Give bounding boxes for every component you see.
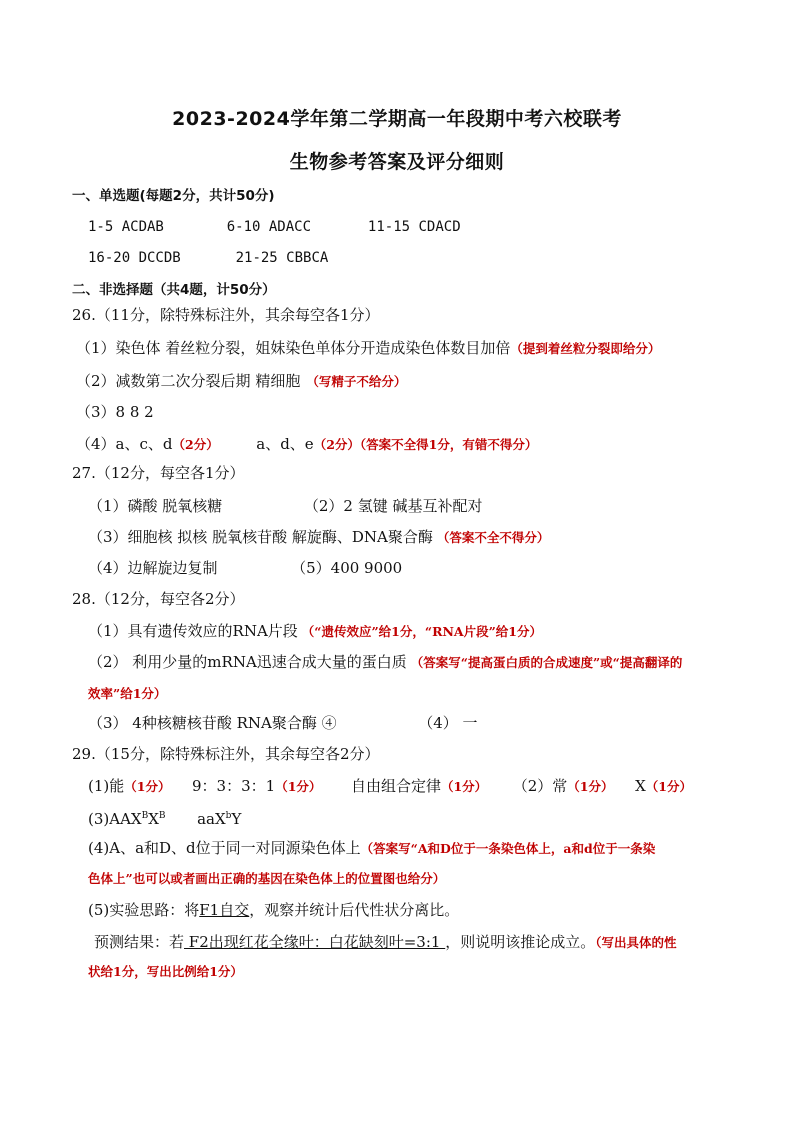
q29-answer-5 xyxy=(88,900,459,920)
scoring-note: （写出具体的性 xyxy=(595,935,677,950)
document-subtitle: 生物参考答案及评分细则 xyxy=(289,151,505,173)
answer-text: （2）减数第二次分裂后期 精细胞 xyxy=(76,372,301,390)
genotype-text: (3)AAX xyxy=(88,810,142,828)
genotype-text: aaX xyxy=(197,810,226,828)
score-label: （1分） xyxy=(124,779,171,794)
mc-answer-group: 16-20 DCCDB xyxy=(88,250,181,266)
answer-text: (4)A、a和D、d位于同一对同源染色体上 xyxy=(88,839,361,857)
answer-text: （1）染色体 着丝粒分裂，姐妹染色单体分开造成染色体数目加倍 xyxy=(76,339,511,357)
score-label: （1分） xyxy=(645,779,692,794)
answer-text: （3） 4种核糖核苷酸 RNA聚合酶 ④ xyxy=(88,714,337,732)
answer-text: X xyxy=(635,777,646,795)
section-2-heading: 二、非选择题（共4题，计50分） xyxy=(72,282,276,298)
answer-text: ，观察并统计后代性状分离比。 xyxy=(249,901,460,919)
q27-answer-1-2 xyxy=(88,496,483,516)
q28-answer-3-4 xyxy=(88,713,478,733)
mc-answer-row-1 xyxy=(88,217,461,237)
q29-prediction-note-continued: 状给1分，写出比例给1分） xyxy=(88,964,243,979)
score-label: （1分） xyxy=(440,779,488,794)
scoring-note: （写精子不给分） xyxy=(306,374,407,389)
q26-answer-3: （3）8 8 2 xyxy=(76,403,154,421)
section-1-heading: 一、单选题(每题2分，共计50分) xyxy=(72,188,275,204)
genotype-text: Y xyxy=(231,810,242,828)
q26-answer-4 xyxy=(76,434,537,455)
answer-text: （4）边解旋边复制 xyxy=(88,559,218,577)
answer-text: ，则说明该推论成立。 xyxy=(445,933,596,951)
answer-text: （1）磷酸 脱氧核糖 xyxy=(88,497,223,515)
scoring-note: （答案写“A和D位于一条染色体上，a和d位于一条染 xyxy=(360,841,656,856)
allele-superscript: B xyxy=(158,811,166,821)
score-label: （1分） xyxy=(567,779,614,794)
q27-header: 27.（12分，每空各1分） xyxy=(72,464,245,482)
answer-text: （4） 一 xyxy=(418,714,478,732)
q27-answer-3 xyxy=(88,527,549,548)
allele-superscript: B xyxy=(141,811,149,821)
q28-answer-2 xyxy=(88,652,682,673)
mc-answer-group: 21-25 CBBCA xyxy=(235,250,329,266)
scoring-note: （答案不全得1分，有错不得分） xyxy=(359,437,538,452)
q26-header: 26.（11分，除特殊标注外，其余每空各1分） xyxy=(72,306,380,324)
q29-header: 29.（15分，除特殊标注外，其余每空各2分） xyxy=(72,745,380,763)
answer-text: （1）具有遗传效应的RNA片段 xyxy=(88,622,298,640)
mc-answer-row-2 xyxy=(88,248,328,268)
answer-text: （2） 利用少量的mRNA迅速合成大量的蛋白质 xyxy=(88,653,407,671)
allele-superscript: b xyxy=(225,811,232,821)
q29-prediction xyxy=(94,932,677,953)
answer-text: (1)能 xyxy=(88,777,125,795)
mc-answer-group: 6-10 ADACC xyxy=(226,219,312,235)
q26-answer-2 xyxy=(76,371,406,392)
answer-text: 预测结果：若 xyxy=(94,933,185,951)
q28-header: 28.（12分，每空各2分） xyxy=(72,590,245,608)
answer-text: （5）400 9000 xyxy=(291,559,403,577)
q29-answer-4 xyxy=(88,838,655,859)
score-label: （2分） xyxy=(313,437,360,452)
q26-answer-1 xyxy=(76,338,660,359)
genotype-text: X xyxy=(148,810,159,828)
q29-answer-1-2 xyxy=(88,776,692,797)
score-label: （2分） xyxy=(172,437,219,452)
scoring-note: （答案不全不得分） xyxy=(436,530,550,545)
answer-text: （4）a、c、d xyxy=(76,435,173,453)
document-title: 2023-2024学年第二学期高一年段期中考六校联考 xyxy=(172,108,622,130)
mc-answer-group: 11-15 CDACD xyxy=(367,219,461,235)
q28-answer-1 xyxy=(88,621,542,642)
underlined-answer: F1自交 xyxy=(199,901,250,919)
q28-answer-2-note-continued: 效率”给1分） xyxy=(88,686,167,701)
answer-text: （2）2 氢键 碱基互补配对 xyxy=(303,497,483,515)
mc-answer-group: 1-5 ACDAB xyxy=(88,219,164,235)
underlined-answer: F2出现红花全缘叶：白花缺刻叶=3:1 xyxy=(184,933,446,951)
answer-text: 自由组合定律 xyxy=(350,777,441,795)
answer-text: （2）常 xyxy=(512,777,568,795)
score-label: （1分） xyxy=(275,779,322,794)
answer-text: (5)实验思路：将 xyxy=(88,901,200,919)
answer-text: a、d、e xyxy=(256,435,314,453)
q29-answer-3 xyxy=(88,806,241,829)
scoring-note: （“遗传效应”给1分，“RNA片段”给1分） xyxy=(301,624,542,639)
scoring-note: （提到着丝粒分裂即给分） xyxy=(510,341,661,356)
answer-text: 9：3：3：1 xyxy=(192,777,276,795)
q29-answer-4-note-continued: 色体上”也可以或者画出正确的基因在染色体上的位置图也给分） xyxy=(88,871,446,886)
q27-answer-4-5 xyxy=(88,558,402,578)
scoring-note: （答案写“提高蛋白质的合成速度”或“提高翻译的 xyxy=(410,655,683,670)
answer-text: （3）细胞核 拟核 脱氧核苷酸 解旋酶、DNA聚合酶 xyxy=(88,528,433,546)
